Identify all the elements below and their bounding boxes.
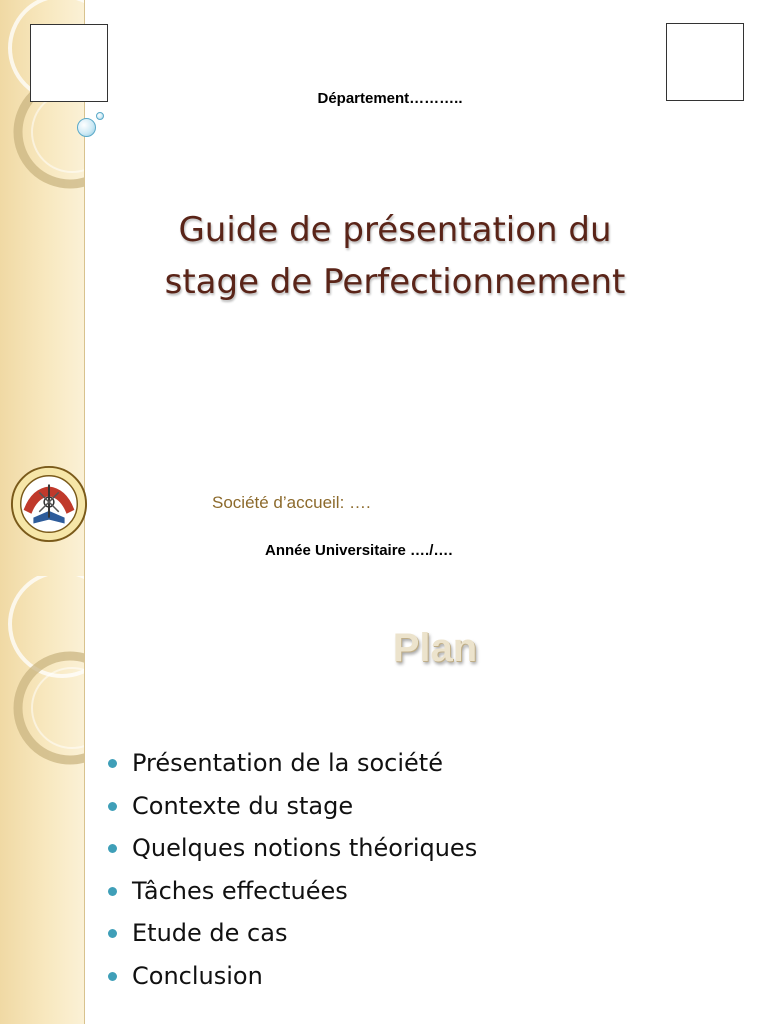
- bullet-icon: [108, 929, 117, 938]
- plan-item: [108, 785, 477, 828]
- bullet-icon: [108, 887, 117, 896]
- bubble-decoration: [77, 118, 96, 137]
- title-line-1: Guide de présentation du: [178, 210, 612, 250]
- plan-item: [108, 955, 477, 998]
- plan-item-label: Quelques notions théoriques: [132, 834, 478, 862]
- plan-item: [108, 742, 477, 785]
- plan-item: [108, 870, 477, 913]
- slide-title: [130, 204, 660, 308]
- bullet-icon: [108, 759, 117, 768]
- plan-item: [108, 827, 477, 870]
- plan-list: [108, 742, 477, 997]
- plan-item-label: Tâches effectuées: [132, 876, 348, 905]
- plan-item-label: Etude de cas: [132, 919, 288, 947]
- host-company-label: Société d’accueil: ….: [212, 493, 371, 512]
- bullet-icon: [108, 972, 117, 981]
- title-line-2: stage de Perfectionnement: [164, 262, 626, 302]
- plan-item: [108, 912, 477, 955]
- plan-item-label: Contexte du stage: [132, 791, 354, 820]
- bullet-icon: [108, 844, 117, 853]
- plan-item-label: Présentation de la société: [132, 749, 443, 777]
- bubble-decoration-small: [96, 112, 104, 120]
- plan-item-label: Conclusion: [132, 961, 263, 990]
- university-logo: [10, 465, 88, 543]
- bullet-icon: [108, 802, 117, 811]
- department-label: Département………..: [317, 90, 463, 107]
- plan-title: Plan: [392, 626, 478, 670]
- academic-year-label: Année Universitaire …./….: [265, 542, 453, 559]
- plan-slide: [0, 576, 768, 1024]
